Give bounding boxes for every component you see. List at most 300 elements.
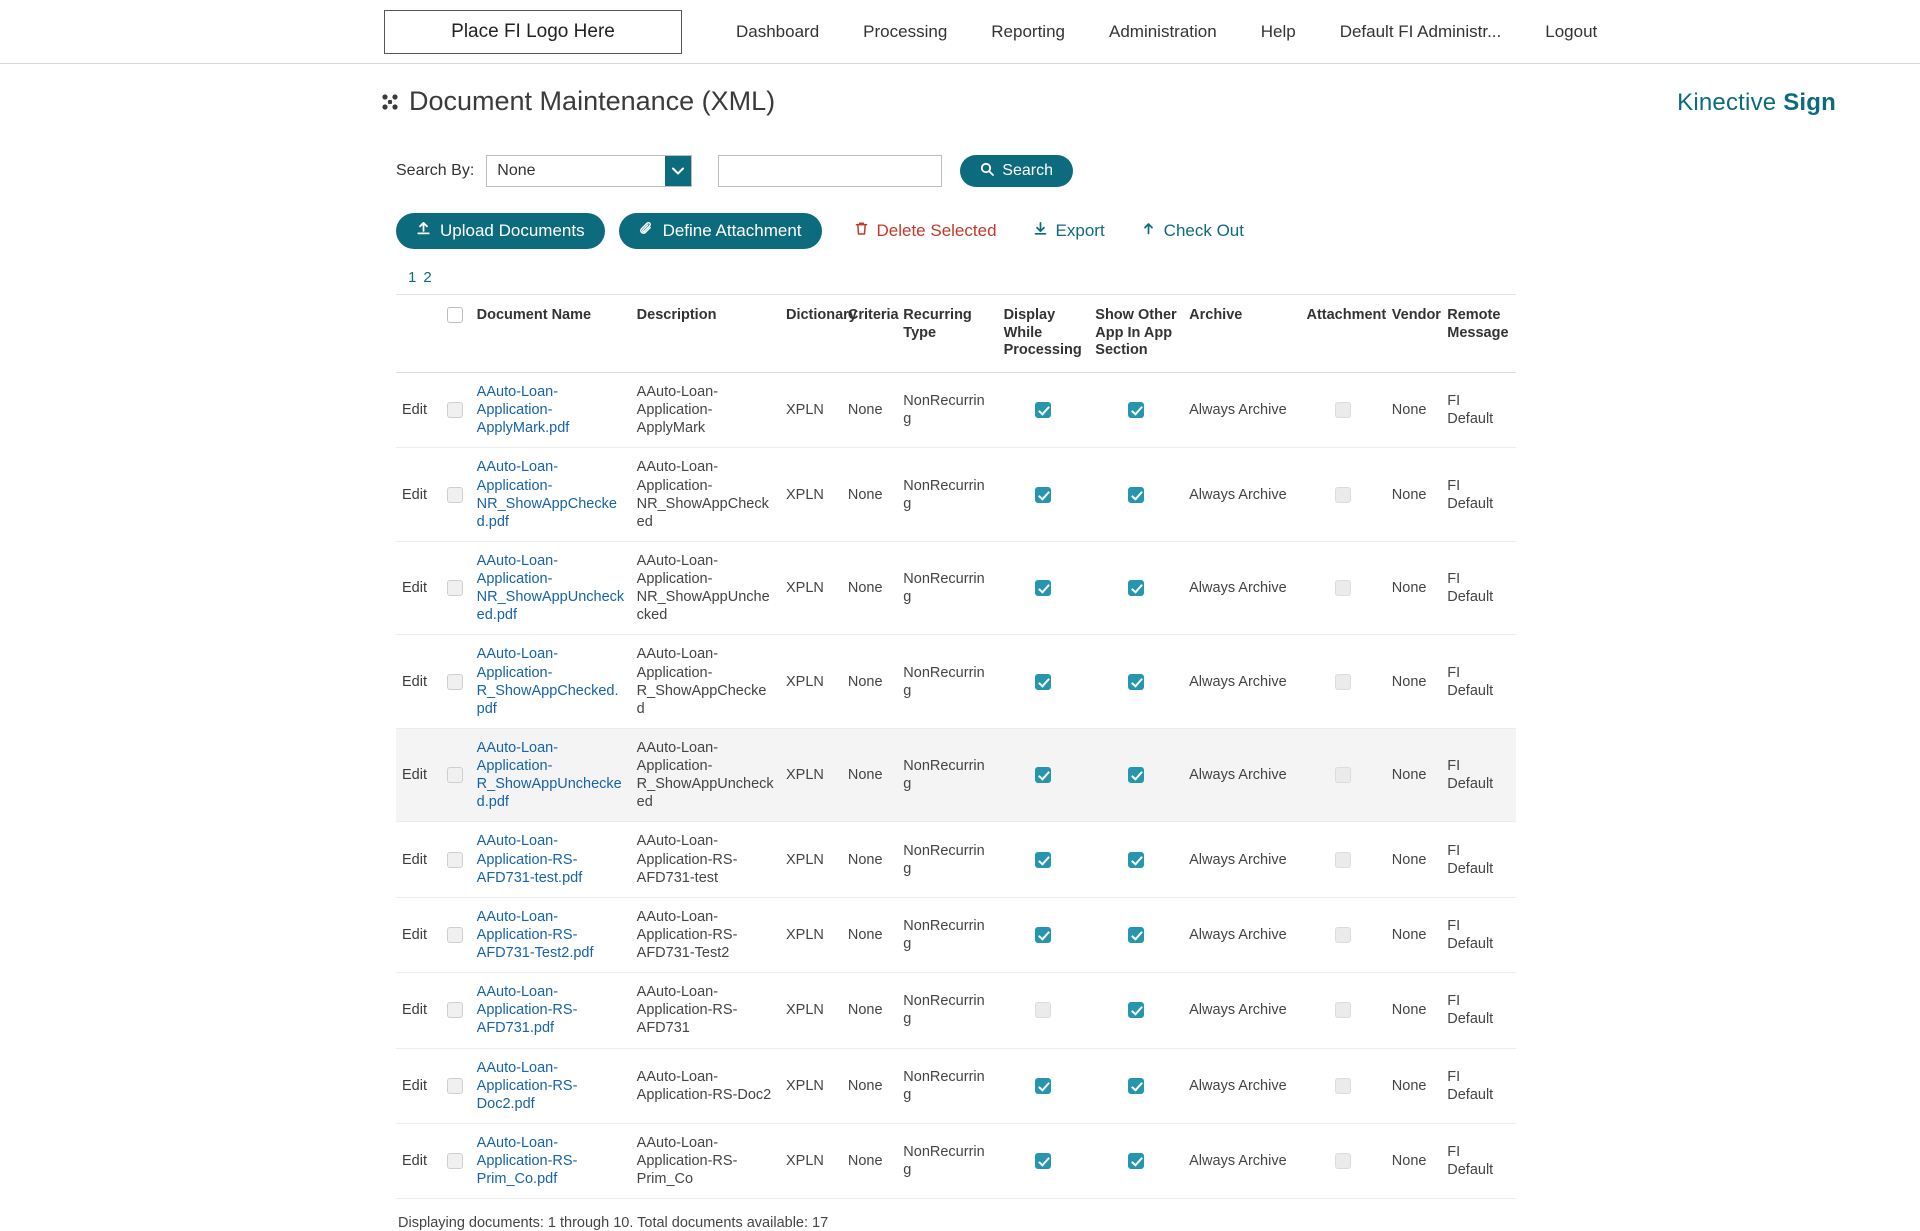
edit-link[interactable]: Edit — [402, 767, 427, 784]
edit-link[interactable]: Edit — [402, 926, 427, 943]
row-select-checkbox[interactable] — [447, 1002, 463, 1018]
upload-icon — [416, 221, 431, 241]
main-content — [396, 155, 1516, 1231]
cell-document-name — [471, 728, 631, 822]
display-while-processing-checkbox[interactable] — [1035, 402, 1051, 418]
cell-display-while-processing — [998, 897, 1090, 972]
define-attachment-button[interactable] — [619, 213, 822, 249]
cell-recurring-type — [897, 1048, 997, 1123]
cell-dictionary-text: XPLN — [785, 851, 824, 868]
cell-recurring-type-text: NonRecurring — [903, 1068, 985, 1103]
cell-row-select — [441, 541, 471, 635]
attachment-checkbox[interactable] — [1335, 767, 1351, 783]
table-row — [396, 1048, 1516, 1123]
row-select-checkbox[interactable] — [447, 674, 463, 690]
search-icon — [980, 162, 994, 181]
cell-remote-message — [1441, 541, 1516, 635]
top-navigation-bar — [0, 0, 1920, 64]
cell-show-other-app — [1089, 635, 1183, 729]
cell-attachment — [1300, 635, 1385, 729]
cell-criteria-text: None — [847, 486, 883, 503]
show-other-app-checkbox[interactable] — [1128, 1153, 1144, 1169]
cell-remote-message-text: FI Default — [1447, 842, 1494, 877]
check-out-button[interactable] — [1123, 213, 1262, 249]
cell-description-text: AAuto-Loan-Application-RS-AFD731-test — [636, 833, 738, 886]
search-button[interactable] — [960, 155, 1073, 187]
cell-archive-text: Always Archive — [1189, 486, 1287, 503]
cell-description-text: AAuto-Loan-Application-R_ShowAppChecked — [636, 646, 767, 717]
document-name-link[interactable]: AAuto-Loan-Application-RS-Doc2.pdf — [476, 1059, 578, 1112]
table-row — [396, 973, 1516, 1048]
cell-criteria — [842, 448, 897, 542]
cell-recurring-type-text: NonRecurring — [903, 758, 985, 793]
cell-vendor — [1386, 635, 1441, 729]
cell-description — [631, 373, 780, 448]
cell-description — [631, 897, 780, 972]
cell-remote-message — [1441, 973, 1516, 1048]
cell-recurring-type — [897, 635, 997, 729]
cell-archive — [1183, 635, 1300, 729]
header-archive[interactable]: Archive — [1183, 295, 1300, 373]
cell-edit — [396, 1123, 441, 1198]
table-row — [396, 635, 1516, 729]
attachment-checkbox[interactable] — [1335, 1078, 1351, 1094]
cell-document-name — [471, 448, 631, 542]
header-display-while-processing[interactable]: Display While Processing — [998, 295, 1090, 373]
cell-archive — [1183, 897, 1300, 972]
cell-remote-message-text: FI Default — [1447, 917, 1494, 952]
cell-criteria-text: None — [847, 767, 883, 784]
cell-document-name — [471, 822, 631, 897]
document-name-link[interactable]: AAuto-Loan-Application-RS-Prim_Co.pdf — [476, 1134, 578, 1188]
display-while-processing-checkbox[interactable] — [1035, 487, 1051, 503]
cell-vendor-text: None — [1391, 1077, 1427, 1094]
show-other-app-checkbox[interactable] — [1128, 402, 1144, 418]
nav-item-dashboard[interactable]: Dashboard — [736, 21, 820, 41]
nav-item-help[interactable]: Help — [1260, 21, 1296, 41]
document-name-link[interactable]: AAuto-Loan-Application-RS-AFD731.pdf — [476, 984, 578, 1037]
select-all-checkbox[interactable] — [447, 307, 463, 323]
cell-description — [631, 1123, 780, 1198]
cell-recurring-type-text: NonRecurring — [903, 993, 985, 1028]
cell-vendor — [1386, 541, 1441, 635]
cell-description-text: AAuto-Loan-Application-NR_ShowAppChecked — [636, 459, 769, 530]
table-row — [396, 897, 1516, 972]
brand-light-text: Kinective — [1677, 89, 1784, 116]
cell-archive — [1183, 448, 1300, 542]
cell-remote-message-text: FI Default — [1447, 571, 1494, 606]
cell-edit — [396, 448, 441, 542]
attachment-checkbox[interactable] — [1335, 1153, 1351, 1169]
results-summary: Displaying documents: 1 through 10. Total documents available: 17 — [398, 1215, 829, 1231]
table-row — [396, 728, 1516, 822]
cell-attachment — [1300, 728, 1385, 822]
cell-dictionary-text: XPLN — [785, 1002, 824, 1019]
search-button-label: Search — [1002, 162, 1053, 179]
cell-remote-message-text: FI Default — [1447, 393, 1494, 428]
delete-selected-button[interactable] — [836, 213, 1015, 249]
cell-show-other-app — [1089, 973, 1183, 1048]
attachment-checkbox[interactable] — [1335, 674, 1351, 690]
document-name-link[interactable]: AAuto-Loan-Application-R_ShowAppUnchecked.pdf — [476, 739, 622, 811]
main-nav-links — [714, 22, 1619, 42]
cell-document-name — [471, 973, 631, 1048]
cell-description — [631, 822, 780, 897]
nav-item-processing[interactable]: Processing — [863, 21, 948, 41]
table-body — [396, 373, 1516, 1199]
cell-document-name — [471, 1123, 631, 1198]
cell-vendor — [1386, 897, 1441, 972]
cell-attachment — [1300, 973, 1385, 1048]
attachment-checkbox[interactable] — [1335, 927, 1351, 943]
cell-remote-message — [1441, 897, 1516, 972]
document-name-link[interactable]: AAuto-Loan-Application-NR_ShowAppChecked.pdf — [476, 459, 617, 530]
cell-criteria-text: None — [847, 402, 883, 419]
delete-selected-label: Delete Selected — [876, 221, 997, 240]
cell-remote-message-text: FI Default — [1447, 1068, 1494, 1103]
cell-show-other-app — [1089, 373, 1183, 448]
cell-remote-message — [1441, 822, 1516, 897]
cell-recurring-type-text: NonRecurring — [903, 477, 985, 512]
cell-edit — [396, 541, 441, 635]
show-other-app-checkbox[interactable] — [1128, 1002, 1144, 1018]
cell-row-select — [441, 822, 471, 897]
fi-logo-placeholder[interactable] — [384, 10, 682, 54]
display-while-processing-checkbox[interactable] — [1035, 927, 1051, 943]
display-while-processing-checkbox[interactable] — [1035, 1153, 1051, 1169]
cell-vendor-text: None — [1391, 767, 1427, 784]
cell-row-select — [441, 1048, 471, 1123]
show-other-app-checkbox[interactable] — [1128, 487, 1144, 503]
cell-criteria-text: None — [847, 580, 883, 597]
nav-item-administration[interactable]: Administration — [1109, 21, 1217, 41]
cell-vendor — [1386, 373, 1441, 448]
cell-description — [631, 1048, 780, 1123]
edit-link[interactable]: Edit — [402, 580, 427, 597]
cell-show-other-app — [1089, 541, 1183, 635]
cell-archive-text: Always Archive — [1189, 926, 1287, 943]
cell-archive-text: Always Archive — [1189, 580, 1287, 597]
document-name-link[interactable]: AAuto-Loan-Application-RS-AFD731-test.pdf — [476, 833, 583, 886]
attachment-checkbox[interactable] — [1335, 487, 1351, 503]
cell-edit — [396, 635, 441, 729]
cell-dictionary — [780, 897, 842, 972]
cell-archive-text: Always Archive — [1189, 767, 1287, 784]
cell-remote-message — [1441, 728, 1516, 822]
header-description[interactable]: Description — [631, 295, 780, 373]
table-row — [396, 373, 1516, 448]
cell-attachment — [1300, 1123, 1385, 1198]
cell-description — [631, 635, 780, 729]
download-icon — [1033, 221, 1048, 241]
row-select-checkbox[interactable] — [447, 1153, 463, 1169]
cell-dictionary-text: XPLN — [785, 673, 824, 690]
cell-vendor — [1386, 822, 1441, 897]
cell-show-other-app — [1089, 1048, 1183, 1123]
cell-recurring-type — [897, 822, 997, 897]
nav-item-reporting[interactable]: Reporting — [991, 21, 1065, 41]
cell-display-while-processing — [998, 635, 1090, 729]
cell-dictionary-text: XPLN — [785, 1153, 824, 1170]
cell-recurring-type — [897, 541, 997, 635]
cell-archive-text: Always Archive — [1189, 1153, 1287, 1170]
export-label: Export — [1055, 221, 1105, 240]
table-header-row — [396, 295, 1516, 373]
cell-display-while-processing — [998, 1123, 1090, 1198]
cell-vendor — [1386, 1048, 1441, 1123]
show-other-app-checkbox[interactable] — [1128, 674, 1144, 690]
search-input[interactable] — [718, 155, 942, 187]
cell-criteria-text: None — [847, 926, 883, 943]
show-other-app-checkbox[interactable] — [1128, 1078, 1144, 1094]
row-select-checkbox[interactable] — [447, 487, 463, 503]
cell-criteria — [842, 897, 897, 972]
cell-vendor-text: None — [1391, 580, 1427, 597]
cell-dictionary — [780, 448, 842, 542]
search-bar — [396, 155, 1516, 187]
display-while-processing-checkbox[interactable] — [1035, 1002, 1051, 1018]
page-header — [0, 64, 1920, 117]
cell-attachment — [1300, 373, 1385, 448]
header-criteria[interactable]: Criteria — [842, 295, 897, 373]
cell-document-name — [471, 1048, 631, 1123]
page-link-2[interactable]: 2 — [423, 269, 432, 286]
cell-archive — [1183, 1048, 1300, 1123]
show-other-app-checkbox[interactable] — [1128, 927, 1144, 943]
cell-display-while-processing — [998, 728, 1090, 822]
cell-vendor-text: None — [1391, 851, 1427, 868]
cell-vendor-text: None — [1391, 486, 1427, 503]
cell-criteria — [842, 973, 897, 1048]
attachment-checkbox[interactable] — [1335, 402, 1351, 418]
attachment-checkbox[interactable] — [1335, 580, 1351, 596]
header-edit — [396, 295, 441, 373]
show-other-app-checkbox[interactable] — [1128, 852, 1144, 868]
cell-criteria — [842, 541, 897, 635]
cell-show-other-app — [1089, 448, 1183, 542]
edit-link[interactable]: Edit — [402, 673, 427, 690]
cell-archive — [1183, 541, 1300, 635]
documents-table-container — [396, 294, 1516, 1199]
chevron-down-icon[interactable] — [665, 156, 691, 186]
display-while-processing-checkbox[interactable] — [1035, 674, 1051, 690]
cell-criteria-text: None — [847, 673, 883, 690]
cell-row-select — [441, 448, 471, 542]
cell-criteria — [842, 728, 897, 822]
cell-dictionary — [780, 1048, 842, 1123]
cell-description-text: AAuto-Loan-Application-RS-AFD731 — [636, 984, 738, 1037]
table-row — [396, 541, 1516, 635]
document-name-link[interactable]: AAuto-Loan-Application-R_ShowAppChecked.pdf — [476, 646, 619, 717]
cell-row-select — [441, 973, 471, 1048]
cell-show-other-app — [1089, 1123, 1183, 1198]
arrow-up-icon — [1141, 221, 1156, 241]
cell-document-name — [471, 897, 631, 972]
cell-description — [631, 541, 780, 635]
cell-remote-message-text: FI Default — [1447, 664, 1494, 699]
header-remote-message[interactable]: Remote Message — [1441, 295, 1516, 373]
row-select-checkbox[interactable] — [447, 927, 463, 943]
cell-recurring-type — [897, 448, 997, 542]
attachment-checkbox[interactable] — [1335, 852, 1351, 868]
cell-vendor-text: None — [1391, 926, 1427, 943]
export-button[interactable] — [1015, 213, 1123, 249]
grid-icon — [381, 93, 399, 115]
show-other-app-checkbox[interactable] — [1128, 767, 1144, 783]
cell-vendor — [1386, 448, 1441, 542]
cell-display-while-processing — [998, 973, 1090, 1048]
nav-item-logout[interactable]: Logout — [1545, 21, 1598, 41]
nav-item-user-menu[interactable]: Default FI Administr... — [1339, 21, 1502, 41]
cell-remote-message — [1441, 373, 1516, 448]
cell-document-name — [471, 635, 631, 729]
display-while-processing-checkbox[interactable] — [1035, 852, 1051, 868]
cell-remote-message-text: FI Default — [1447, 1144, 1494, 1179]
upload-documents-label: Upload Documents — [440, 221, 585, 240]
cell-edit — [396, 973, 441, 1048]
cell-dictionary — [780, 1123, 842, 1198]
search-by-label: Search By: — [396, 162, 475, 179]
cell-row-select — [441, 897, 471, 972]
cell-recurring-type-text: NonRecurring — [903, 1144, 985, 1179]
cell-recurring-type-text: NonRecurring — [903, 664, 985, 699]
document-name-link[interactable]: AAuto-Loan-Application-NR_ShowAppUnchecked.pdf — [476, 552, 625, 624]
cell-show-other-app — [1089, 728, 1183, 822]
header-show-other-app[interactable]: Show Other App In App Section — [1089, 295, 1183, 373]
cell-criteria-text: None — [847, 1153, 883, 1170]
cell-edit — [396, 897, 441, 972]
cell-recurring-type-text: NonRecurring — [903, 393, 985, 428]
paperclip-icon — [639, 221, 654, 241]
cell-dictionary — [780, 822, 842, 897]
cell-archive-text: Always Archive — [1189, 851, 1287, 868]
table-row — [396, 822, 1516, 897]
search-by-selected-value: None — [497, 162, 536, 179]
cell-recurring-type — [897, 897, 997, 972]
cell-recurring-type — [897, 373, 997, 448]
display-while-processing-checkbox[interactable] — [1035, 580, 1051, 596]
cell-archive — [1183, 373, 1300, 448]
cell-recurring-type-text: NonRecurring — [903, 917, 985, 952]
document-name-link[interactable]: AAuto-Loan-Application-ApplyMark.pdf — [476, 384, 570, 437]
row-select-checkbox[interactable] — [447, 580, 463, 596]
cell-remote-message-text: FI Default — [1447, 993, 1494, 1028]
cell-row-select — [441, 1123, 471, 1198]
search-by-select[interactable] — [486, 155, 692, 187]
cell-recurring-type-text: NonRecurring — [903, 571, 985, 606]
cell-recurring-type-text: NonRecurring — [903, 842, 985, 877]
pagination — [396, 269, 1516, 286]
show-other-app-checkbox[interactable] — [1128, 580, 1144, 596]
cell-criteria — [842, 1048, 897, 1123]
edit-link[interactable]: Edit — [402, 1077, 427, 1094]
cell-vendor — [1386, 728, 1441, 822]
cell-remote-message — [1441, 635, 1516, 729]
row-select-checkbox[interactable] — [447, 767, 463, 783]
cell-vendor-text: None — [1391, 402, 1427, 419]
header-document-name[interactable]: Document Name — [471, 295, 631, 373]
cell-criteria — [842, 373, 897, 448]
header-recurring-type[interactable]: Recurring Type — [897, 295, 997, 373]
cell-display-while-processing — [998, 373, 1090, 448]
header-attachment[interactable]: Attachment — [1300, 295, 1385, 373]
attachment-checkbox[interactable] — [1335, 1002, 1351, 1018]
row-select-checkbox[interactable] — [447, 1078, 463, 1094]
cell-attachment — [1300, 897, 1385, 972]
cell-display-while-processing — [998, 448, 1090, 542]
cell-recurring-type — [897, 728, 997, 822]
cell-remote-message — [1441, 1123, 1516, 1198]
define-attachment-label: Define Attachment — [662, 221, 802, 240]
page-title: Document Maintenance (XML) — [409, 86, 776, 116]
cell-vendor — [1386, 1123, 1441, 1198]
cell-archive-text: Always Archive — [1189, 673, 1287, 690]
cell-criteria-text: None — [847, 1077, 883, 1094]
cell-show-other-app — [1089, 822, 1183, 897]
edit-link[interactable]: Edit — [402, 1002, 427, 1019]
edit-link[interactable]: Edit — [402, 851, 427, 868]
cell-archive — [1183, 822, 1300, 897]
cell-vendor — [1386, 973, 1441, 1048]
cell-dictionary — [780, 541, 842, 635]
cell-dictionary — [780, 728, 842, 822]
check-out-label: Check Out — [1163, 221, 1244, 240]
cell-row-select — [441, 373, 471, 448]
cell-description — [631, 728, 780, 822]
cell-recurring-type — [897, 973, 997, 1048]
row-select-checkbox[interactable] — [447, 852, 463, 868]
cell-archive — [1183, 1123, 1300, 1198]
cell-criteria — [842, 1123, 897, 1198]
cell-edit — [396, 728, 441, 822]
cell-display-while-processing — [998, 822, 1090, 897]
edit-link[interactable]: Edit — [402, 1153, 427, 1170]
cell-display-while-processing — [998, 541, 1090, 635]
cell-description-text: AAuto-Loan-Application-R_ShowAppUnchecked — [636, 739, 774, 811]
display-while-processing-checkbox[interactable] — [1035, 1078, 1051, 1094]
page-current: 1 — [408, 269, 417, 286]
cell-remote-message-text: FI Default — [1447, 477, 1494, 512]
table-row — [396, 1123, 1516, 1198]
document-name-link[interactable]: AAuto-Loan-Application-RS-AFD731-Test2.pdf — [476, 908, 594, 962]
display-while-processing-checkbox[interactable] — [1035, 767, 1051, 783]
cell-criteria-text: None — [847, 1002, 883, 1019]
cell-row-select — [441, 728, 471, 822]
cell-vendor-text: None — [1391, 1002, 1427, 1019]
cell-description-text: AAuto-Loan-Application-RS-Doc2 — [636, 1068, 772, 1103]
cell-edit — [396, 822, 441, 897]
cell-edit — [396, 373, 441, 448]
cell-archive — [1183, 973, 1300, 1048]
cell-dictionary-text: XPLN — [785, 580, 824, 597]
cell-description-text: AAuto-Loan-Application-ApplyMark — [636, 384, 719, 437]
cell-attachment — [1300, 1048, 1385, 1123]
row-select-checkbox[interactable] — [447, 402, 463, 418]
cell-dictionary-text: XPLN — [785, 1077, 824, 1094]
cell-remote-message-text: FI Default — [1447, 758, 1494, 793]
header-dictionary[interactable]: Dictionary — [780, 295, 842, 373]
upload-documents-button[interactable] — [396, 213, 605, 249]
header-vendor[interactable]: Vendor — [1386, 295, 1441, 373]
cell-remote-message — [1441, 1048, 1516, 1123]
cell-description-text: AAuto-Loan-Application-RS-AFD731-Test2 — [636, 908, 738, 962]
documents-table — [396, 295, 1516, 1199]
cell-dictionary — [780, 373, 842, 448]
cell-vendor-text: None — [1391, 673, 1427, 690]
action-toolbar — [396, 213, 1516, 249]
edit-link[interactable]: Edit — [402, 402, 427, 419]
edit-link[interactable]: Edit — [402, 486, 427, 503]
